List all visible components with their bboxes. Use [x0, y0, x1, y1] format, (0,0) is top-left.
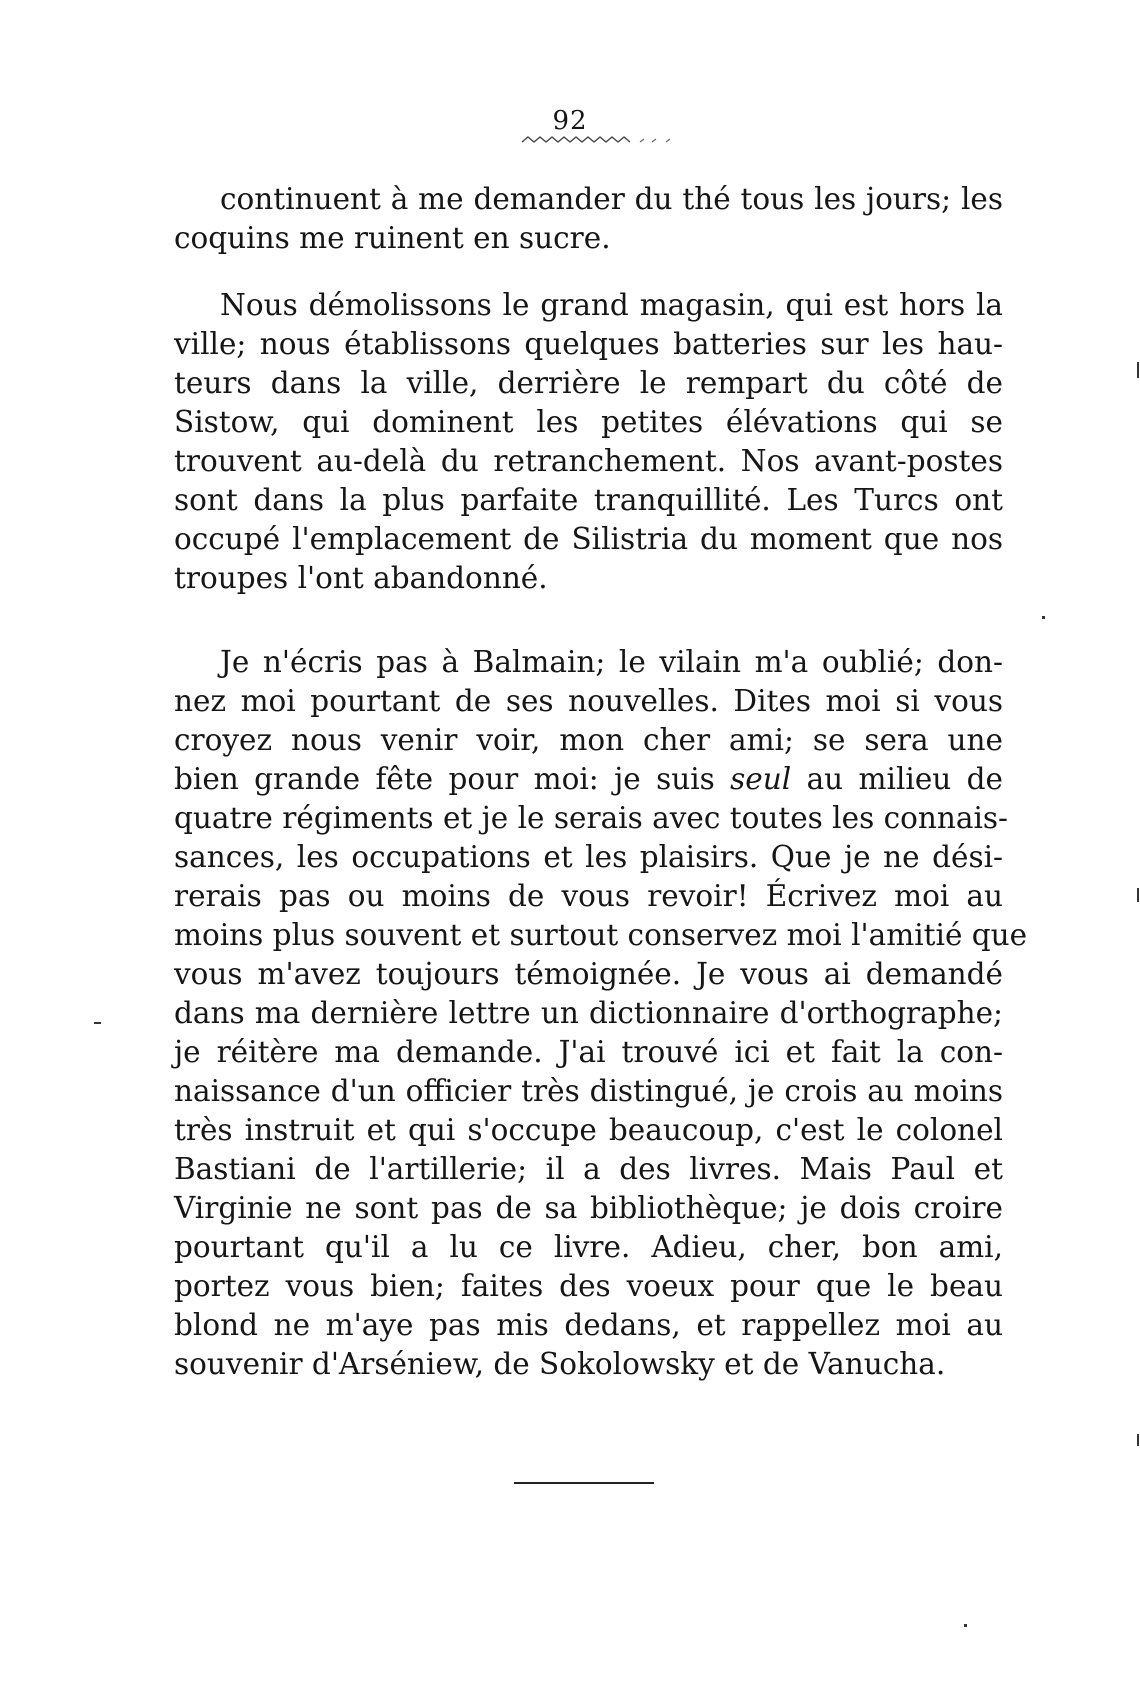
text-line: souvenir d'Arséniew, de Sokolowsky et de Vanucha.: [174, 1347, 946, 1381]
text-line: trouvent au-delà du retranchement. Nos avant-postes: [174, 444, 1003, 478]
text-line: occupé l'emplacement de Silistria du moment que nos: [174, 522, 1003, 556]
scan-speck: [94, 1022, 101, 1024]
text-line: sont dans la plus parfaite tranquillité. Les Turcs ont: [174, 483, 1003, 517]
scan-speck: [1137, 888, 1139, 902]
text-line: rerais pas ou moins de vous revoir! Écrivez moi au: [174, 879, 1003, 913]
text-line: Bastiani de l'artillerie; il a des livres. Mais Paul et: [174, 1152, 1003, 1186]
text-line: Sistow, qui dominent les petites élévations qui se: [174, 405, 1003, 439]
paragraph-3: [174, 643, 1028, 1384]
scan-speck: [1137, 362, 1139, 378]
text-line: je réitère ma demande. J'ai trouvé ici et fait la con-: [174, 1035, 1003, 1069]
text-line: troupes l'ont abandonné.: [174, 561, 548, 595]
text-line: Virginie ne sont pas de sa bibliothèque; je dois croire: [174, 1191, 1003, 1225]
text-line: naissance d'un officier très distingué, je crois au moins: [174, 1074, 1003, 1108]
text-line: Nous démolissons le grand magasin, qui est hors la: [220, 288, 1003, 322]
text-line: coquins me ruinent en sucre.: [174, 221, 611, 255]
page-number-ornament: [520, 134, 680, 148]
text-line: teurs dans la ville, derrière le rempart du côté de: [174, 366, 1003, 400]
text-line: très instruit et qui s'occupe beaucoup, c'est le colonel: [174, 1113, 1003, 1147]
text-line: quatre régiments et je le serais avec toutes les connais-: [174, 801, 1008, 835]
scan-speck: [964, 1624, 967, 1627]
paragraph-1: [174, 180, 1003, 258]
text-line: nez moi pourtant de ses nouvelles. Dites moi si vous: [174, 684, 1003, 718]
text-line: dans ma dernière lettre un dictionnaire d'orthographe;: [174, 996, 1003, 1030]
text-line: blond ne m'aye pas mis dedans, et rappellez moi au: [174, 1308, 1003, 1342]
text-line: croyez nous venir voir, mon cher ami; se sera une: [174, 723, 1003, 757]
text-line: pourtant qu'il a lu ce livre. Adieu, cher, bon ami,: [174, 1230, 1003, 1264]
text-line: vous m'avez toujours témoignée. Je vous ai demandé: [174, 957, 1003, 991]
paragraph-2: [174, 286, 1003, 598]
text-line: ville; nous établissons quelques batteries sur les hau-: [174, 327, 1003, 361]
emphasis: seul: [730, 762, 792, 796]
scan-speck: [1137, 1434, 1139, 1446]
section-end-rule: [514, 1482, 654, 1484]
scan-speck: [1042, 616, 1045, 619]
page-number: 92: [552, 106, 588, 136]
text-line: Je n'écris pas à Balmain; le vilain m'a oublié; don-: [220, 645, 1003, 679]
text-line: continuent à me demander du thé tous les jours; les: [220, 182, 1003, 216]
text-line: bien grande fête pour moi: je suis seul au milieu de: [174, 762, 1003, 796]
text-line: sances, les occupations et les plaisirs. Que je ne dési-: [174, 840, 1003, 874]
text-line: moins plus souvent et surtout conservez moi l'amitié que: [174, 918, 1028, 952]
text-line: portez vous bien; faites des voeux pour que le beau: [174, 1269, 1003, 1303]
